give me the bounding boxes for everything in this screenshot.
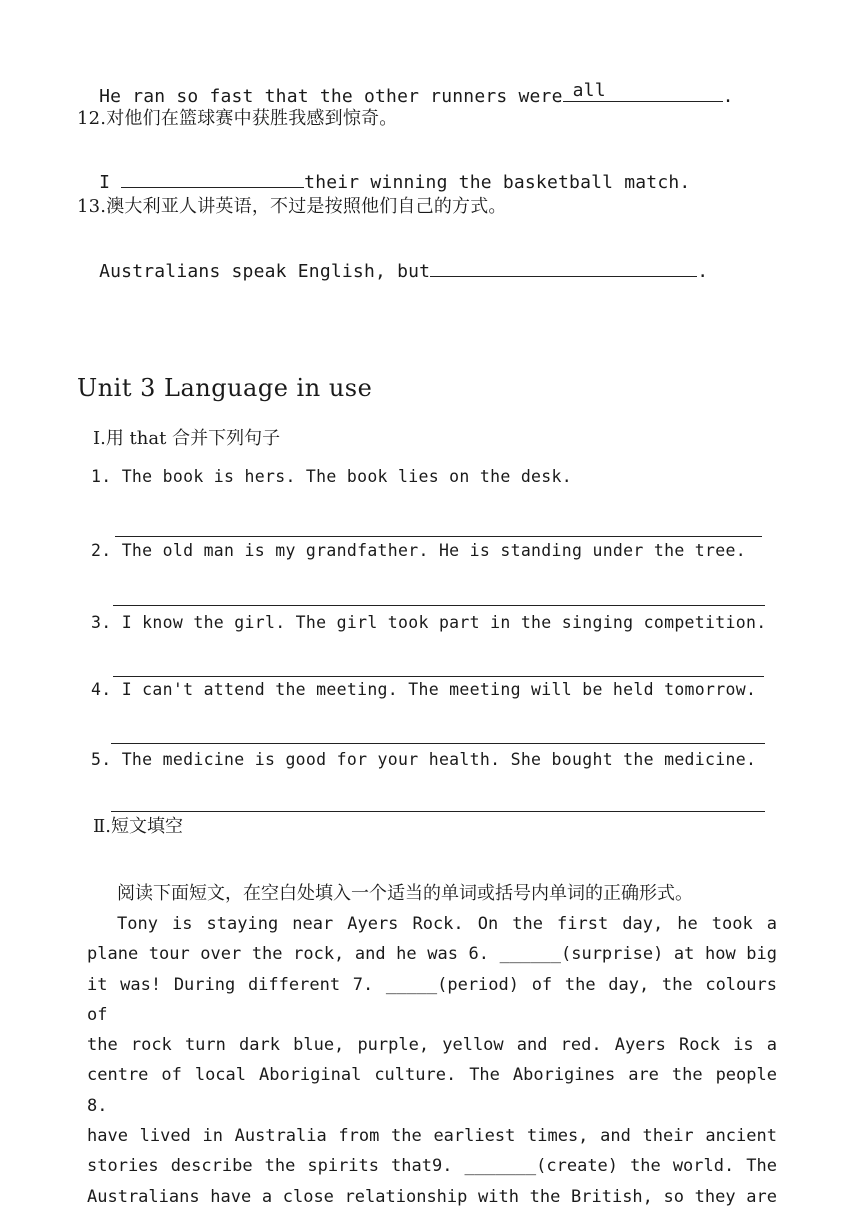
- answer-blank-11-fill: all: [572, 80, 606, 101]
- passage: [87, 909, 777, 1212]
- question-12-end: their winning the basketball match.: [304, 172, 691, 193]
- answer-line-3[interactable]: [113, 676, 764, 677]
- question-12-english: [77, 148, 690, 193]
- passage-line-6: have lived in Australia from the earliest times, and their ancient: [87, 1126, 777, 1147]
- answer-line-4[interactable]: [111, 743, 765, 744]
- unit-title: Unit 3 Language in use: [77, 374, 373, 402]
- section-1-title: Ⅰ.用 that 合并下列句子: [93, 428, 281, 449]
- answer-blank-12[interactable]: [121, 169, 304, 188]
- passage-line-4: the rock turn dark blue, purple, yellow and red. Ayers Rock is a: [87, 1035, 777, 1056]
- answer-blank-13[interactable]: [430, 258, 697, 277]
- sentence-item-1: 1. The book is hers. The book lies on the desk.: [91, 467, 572, 486]
- passage-line-1: Tony is staying near Ayers Rock. On the first day, he took a: [117, 914, 777, 934]
- passage-line-8: Australians have a close relationship with the British, so they are: [87, 1186, 777, 1207]
- passage-line-5: centre of local Aboriginal culture. The Aborigines are the people 8.: [87, 1065, 777, 1116]
- sentence-item-2: 2. The old man is my grandfather. He is standing under the tree.: [91, 541, 746, 560]
- sentence-item-4: 4. I can't attend the meeting. The meeting will be held tomorrow.: [91, 680, 757, 699]
- passage-line-3: it was! During different 7. _____(period) of the day, the colours of: [87, 974, 777, 1025]
- sentence-11-period: .: [722, 86, 734, 107]
- answer-line-2[interactable]: [113, 605, 765, 606]
- sentence-11-line: [77, 62, 734, 107]
- sentence-item-3: 3. I know the girl. The girl took part in the singing competition.: [91, 613, 767, 632]
- sentence-item-5: 5. The medicine is good for your health. She bought the medicine.: [91, 750, 757, 769]
- passage-line-7: stories describe the spirits that9. _______(create) the world. The: [87, 1156, 777, 1177]
- question-12-start: I: [99, 172, 122, 193]
- sentence-11-text: He ran so fast that the other runners were: [99, 86, 563, 107]
- passage-instruction: 阅读下面短文，在空白处填入一个适当的单词或括号内单词的正确形式。: [117, 883, 693, 904]
- passage-line-2: plane tour over the rock, and he was 6. ______(surprise) at how big: [87, 944, 777, 965]
- question-13-chinese: 13.澳大利亚人讲英语，不过是按照他们自己的方式。: [77, 196, 507, 217]
- section-2-title: Ⅱ.短文填空: [93, 816, 183, 837]
- question-13-start: Australians speak English, but: [99, 261, 431, 282]
- answer-blank-11[interactable]: [563, 80, 723, 102]
- answer-line-1[interactable]: [115, 536, 762, 537]
- question-13-end: .: [697, 261, 709, 282]
- question-13-english: [77, 237, 708, 282]
- answer-line-5[interactable]: [111, 811, 765, 812]
- question-12-chinese: 12.对他们在篮球赛中获胜我感到惊奇。: [77, 108, 398, 129]
